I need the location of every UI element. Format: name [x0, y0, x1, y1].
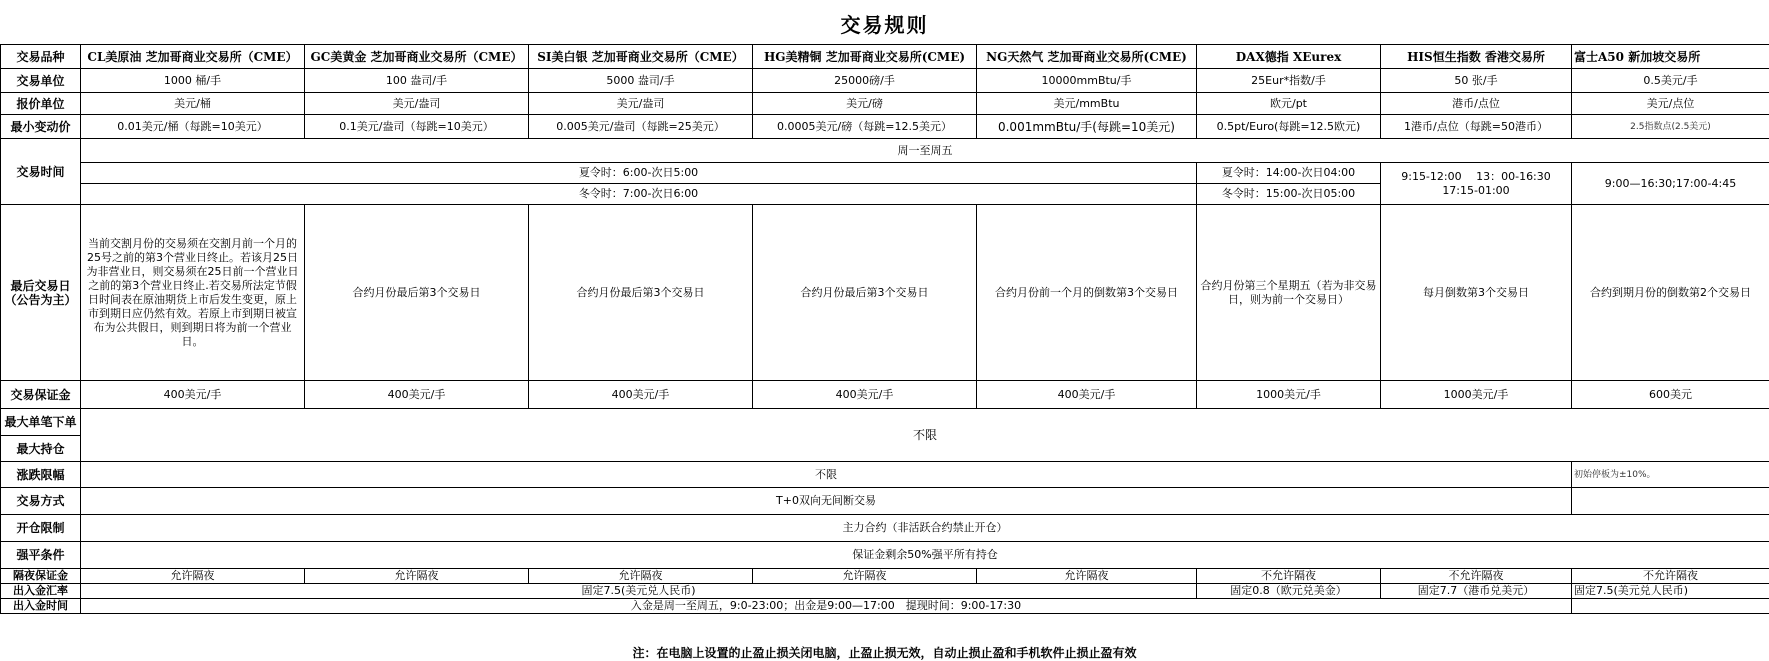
unit-cell: 5000 盎司/手 — [529, 69, 753, 93]
product-si: SI美白银 芝加哥商业交易所（CME） — [529, 45, 753, 69]
quote-cell: 美元/点位 — [1572, 93, 1769, 115]
row-header-open-limit: 开仓限制 — [1, 515, 81, 542]
table-row — [1, 45, 1769, 69]
trading-rules-table — [0, 44, 1769, 614]
open-limit-value: 主力合约（非活跃合约禁止开仓） — [81, 515, 1769, 542]
hours-days: 周一至周五 — [81, 139, 1769, 163]
margin-cell: 400美元/手 — [977, 381, 1197, 409]
table-row — [1, 515, 1769, 542]
quote-cell: 美元/桶 — [81, 93, 305, 115]
quote-cell: 欧元/pt — [1197, 93, 1381, 115]
fx-a50: 固定7.5(美元兑人民币) — [1572, 584, 1769, 599]
tick-cell: 0.0005美元/磅（每跳=12.5美元） — [753, 115, 977, 139]
overnight-cell: 允许隔夜 — [529, 569, 753, 584]
row-header-tick: 最小变动价 — [1, 115, 81, 139]
product-a50: 富士A50 新加坡交易所 — [1572, 45, 1769, 69]
unit-cell: 100 盎司/手 — [305, 69, 529, 93]
last-day-label: 最后交易日 — [10, 278, 71, 293]
margin-cell: 400美元/手 — [305, 381, 529, 409]
overnight-cell: 不允许隔夜 — [1197, 569, 1381, 584]
quote-cell: 美元/mmBtu — [977, 93, 1197, 115]
hours-hsi-line2: 17:15-01:00 — [1442, 183, 1510, 197]
cash-time-a50-empty — [1572, 599, 1769, 614]
product-gc: GC美黄金 芝加哥商业交易所（CME） — [305, 45, 529, 69]
last-day-cell: 合约月份第三个星期五（若为非交易日，则为前一个交易日） — [1197, 205, 1381, 381]
cash-time-value: 入金是周一至周五，9:0-23:00；出金是9:00—17:00 提现时间：9:00-17:30 — [81, 599, 1572, 614]
row-header-liquidation: 强平条件 — [1, 542, 81, 569]
row-header-hours: 交易时间 — [1, 139, 81, 205]
tick-cell: 0.001mmBtu/手(每跳=10美元) — [977, 115, 1197, 139]
last-day-cell: 每月倒数第3个交易日 — [1381, 205, 1572, 381]
quote-cell: 美元/盎司 — [529, 93, 753, 115]
overnight-cell: 允许隔夜 — [81, 569, 305, 584]
tick-cell: 2.5指数点(2.5美元) — [1572, 115, 1769, 139]
row-header-max-order: 最大单笔下单 — [1, 409, 81, 436]
tick-cell: 0.5pt/Euro(每跳=12.5欧元) — [1197, 115, 1381, 139]
unit-cell: 25Eur*指数/手 — [1197, 69, 1381, 93]
row-header-margin: 交易保证金 — [1, 381, 81, 409]
liquidation-value: 保证金剩余50%强平所有持仓 — [81, 542, 1769, 569]
table-row — [1, 488, 1769, 515]
hours-dax-winter: 冬令时：15:00-次日05:00 — [1197, 184, 1381, 205]
row-header-max-position: 最大持仓 — [1, 436, 81, 462]
table-row — [1, 599, 1769, 614]
margin-cell: 600美元 — [1572, 381, 1769, 409]
last-day-cell: 合约月份最后第3个交易日 — [753, 205, 977, 381]
page-title: 交易规则 — [840, 13, 929, 37]
overnight-cell: 不允许隔夜 — [1381, 569, 1572, 584]
footer-note: 注：在电脑上设置的止盈止损关闭电脑，止盈止损无效，自动止损止盈和手机软件止损止盈有效 — [632, 646, 1137, 660]
table-row — [1, 205, 1769, 381]
limit-value: 不限 — [81, 462, 1572, 488]
fx-us: 固定7.5(美元兑人民币) — [81, 584, 1197, 599]
product-hsi: HIS恒生指数 香港交易所 — [1381, 45, 1572, 69]
mode-value: T+0双向无间断交易 — [81, 488, 1572, 515]
quote-cell: 港币/点位 — [1381, 93, 1572, 115]
table-row — [1, 462, 1769, 488]
unit-cell: 10000mmBtu/手 — [977, 69, 1197, 93]
last-day-cell: 当前交割月份的交易须在交割月前一个月的25号之前的第3个营业日终止。若该月25日为非营业日，则交易须在25日前一个营业日之前的第3个营业日终止.若交易所法定节假日时间表在原油期货上市后发生变更，原上市到期日应仍然有效。若原上市到期日被宣布为公共假日，则到期日将为前一个营业日。 — [81, 205, 305, 381]
table-row — [1, 115, 1769, 139]
margin-cell: 400美元/手 — [81, 381, 305, 409]
margin-cell: 400美元/手 — [753, 381, 977, 409]
margin-cell: 1000美元/手 — [1197, 381, 1381, 409]
row-header-quote: 报价单位 — [1, 93, 81, 115]
fx-dax: 固定0.8（欧元兑美金） — [1197, 584, 1381, 599]
overnight-cell: 允许隔夜 — [753, 569, 977, 584]
unit-cell: 50 张/手 — [1381, 69, 1572, 93]
table-row — [1, 584, 1769, 599]
unit-cell: 0.5美元/手 — [1572, 69, 1769, 93]
row-header-fx: 出入金汇率 — [1, 584, 81, 599]
last-day-cell: 合约月份最后第3个交易日 — [529, 205, 753, 381]
margin-cell: 400美元/手 — [529, 381, 753, 409]
table-row — [1, 163, 1769, 184]
row-header-unit: 交易单位 — [1, 69, 81, 93]
product-ng: NG天然气 芝加哥商业交易所(CME) — [977, 45, 1197, 69]
row-header-cash-time: 出入金时间 — [1, 599, 81, 614]
table-row — [1, 569, 1769, 584]
row-header-last-day — [1, 205, 81, 381]
unit-cell: 25000磅/手 — [753, 69, 977, 93]
table-row — [1, 69, 1769, 93]
limit-a50: 初始停板为±10%。 — [1572, 462, 1769, 488]
hours-hsi — [1381, 163, 1572, 205]
unit-cell: 1000 桶/手 — [81, 69, 305, 93]
fx-hsi: 固定7.7（港币兑美元） — [1381, 584, 1572, 599]
last-day-cell: 合约月份最后第3个交易日 — [305, 205, 529, 381]
margin-cell: 1000美元/手 — [1381, 381, 1572, 409]
quote-cell: 美元/磅 — [753, 93, 977, 115]
product-dax: DAX德指 XEurex — [1197, 45, 1381, 69]
row-header-product: 交易品种 — [1, 45, 81, 69]
tick-cell: 0.005美元/盎司（每跳=25美元） — [529, 115, 753, 139]
table-row — [1, 139, 1769, 163]
tick-cell: 0.01美元/桶（每跳=10美元） — [81, 115, 305, 139]
overnight-cell: 允许隔夜 — [305, 569, 529, 584]
hours-hsi-line1: 9:15-12:00 13：00-16:30 — [1401, 169, 1551, 183]
hours-us-winter: 冬令时：7:00-次日6:00 — [81, 184, 1197, 205]
overnight-cell: 允许隔夜 — [977, 569, 1197, 584]
row-header-limit: 涨跌限幅 — [1, 462, 81, 488]
product-cl: CL美原油 芝加哥商业交易所（CME） — [81, 45, 305, 69]
last-day-cell: 合约到期月份的倒数第2个交易日 — [1572, 205, 1769, 381]
row-header-mode: 交易方式 — [1, 488, 81, 515]
max-position-value: 不限 — [81, 409, 1769, 462]
tick-cell: 1港币/点位（每跳=50港币） — [1381, 115, 1572, 139]
last-day-label-note: （公告为主） — [4, 292, 77, 307]
mode-a50-empty — [1572, 488, 1769, 515]
tick-cell: 0.1美元/盎司（每跳=10美元） — [305, 115, 529, 139]
hours-dax-summer: 夏令时：14:00-次日04:00 — [1197, 163, 1381, 184]
table-row — [1, 381, 1769, 409]
row-header-overnight: 隔夜保证金 — [1, 569, 81, 584]
hours-a50: 9:00—16:30;17:00-4:45 — [1572, 163, 1769, 205]
table-row — [1, 409, 1769, 436]
overnight-cell: 不允许隔夜 — [1572, 569, 1769, 584]
product-hg: HG美精铜 芝加哥商业交易所(CME) — [753, 45, 977, 69]
hours-us-summer: 夏令时：6:00-次日5:00 — [81, 163, 1197, 184]
table-row — [1, 93, 1769, 115]
table-row — [1, 542, 1769, 569]
last-day-cell: 合约月份前一个月的倒数第3个交易日 — [977, 205, 1197, 381]
quote-cell: 美元/盎司 — [305, 93, 529, 115]
